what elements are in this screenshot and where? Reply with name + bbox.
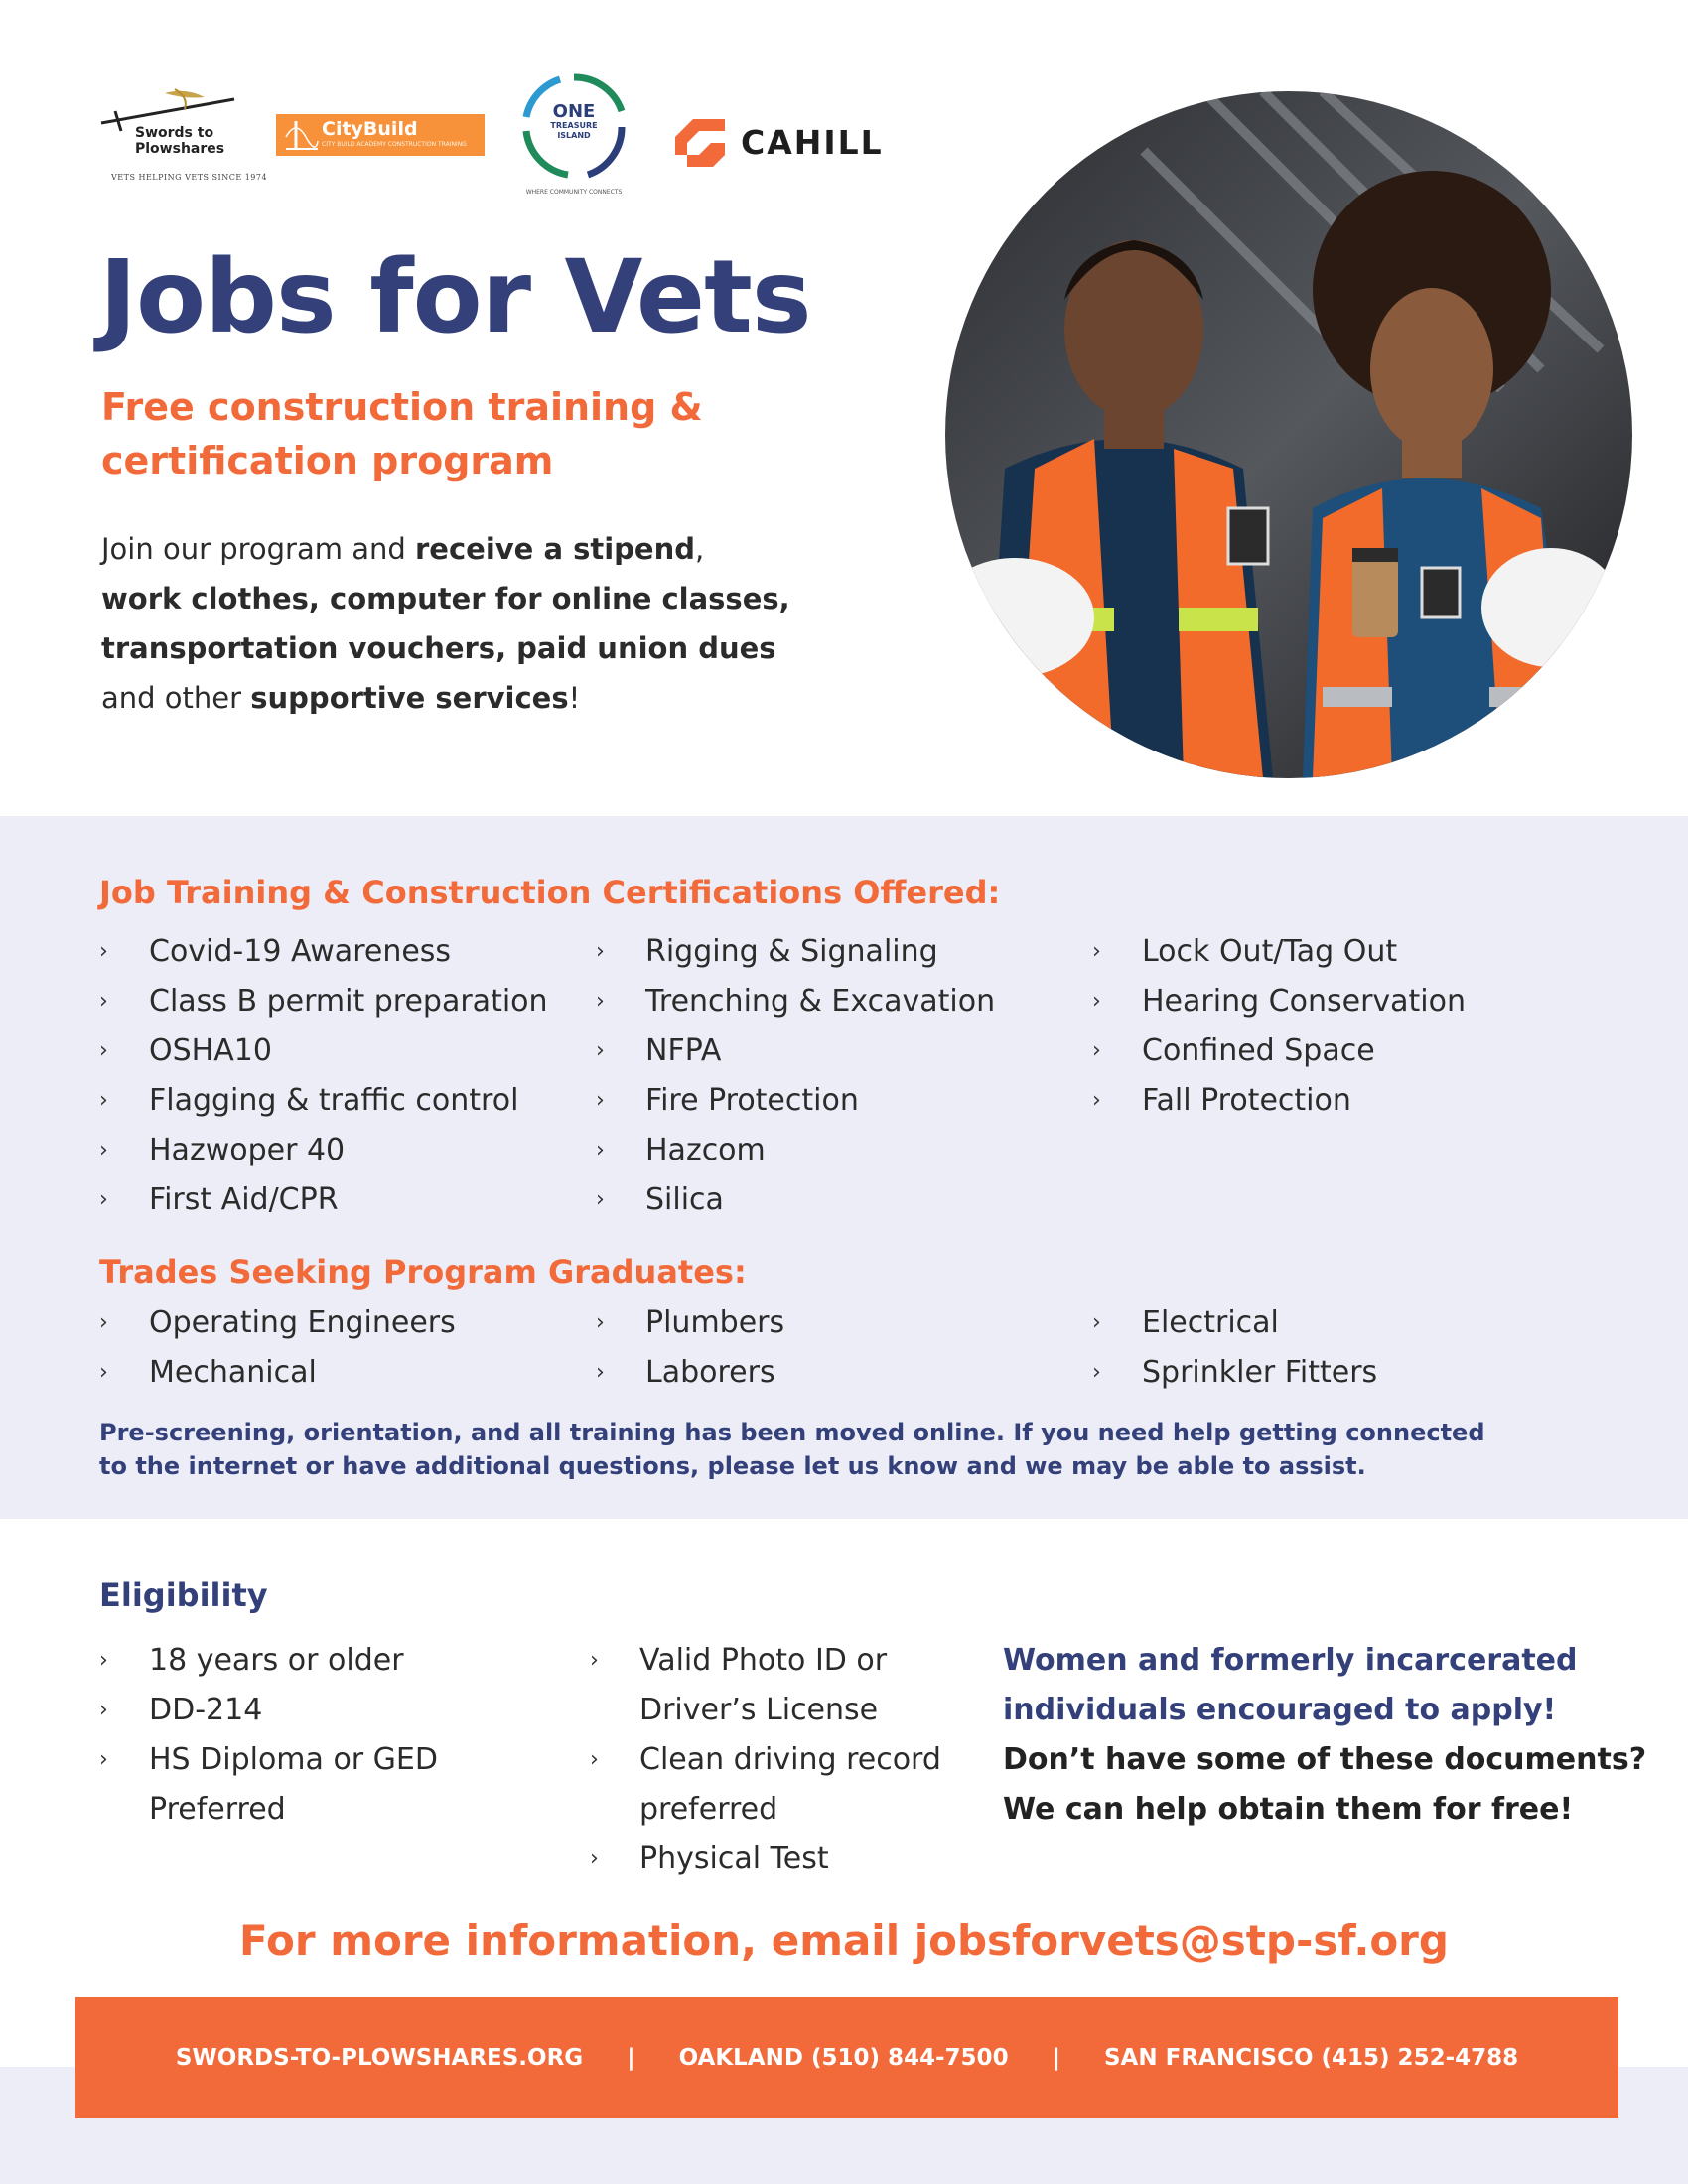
encourage-line-1: Women and formerly incarcerated <box>1003 1643 1578 1678</box>
body-highlight: transportation vouchers, paid union dues <box>101 631 776 665</box>
list-item-label: Covid-19 Awareness <box>149 934 452 969</box>
list-item-label: Fall Protection <box>1142 1083 1351 1118</box>
chevron-right-icon: › <box>1092 1310 1101 1335</box>
sf-phone[interactable]: SAN FRANCISCO (415) 252-4788 <box>1103 2045 1519 2071</box>
list-item <box>1092 1348 1377 1398</box>
list-item <box>596 1126 995 1175</box>
chevron-right-icon: › <box>590 1846 599 1871</box>
list-item <box>596 927 995 977</box>
list-item-label: Valid Photo ID or <box>639 1643 888 1678</box>
eligibility-list-col-2 <box>590 1636 941 1884</box>
cahill-logo <box>673 117 921 169</box>
list-item <box>596 1076 995 1126</box>
list-item <box>596 1026 995 1076</box>
list-item <box>1092 1026 1466 1076</box>
list-item-label: Plumbers <box>645 1305 785 1340</box>
list-item-label: Flagging & traffic control <box>149 1083 519 1118</box>
list-item-label: Electrical <box>1142 1305 1279 1340</box>
list-item <box>590 1636 941 1686</box>
logo-text-one: ONE <box>552 101 596 122</box>
chevron-right-icon: › <box>99 1187 108 1212</box>
list-item <box>99 1686 438 1735</box>
trades-heading: Trades Seeking Program Graduates: <box>99 1253 747 1291</box>
list-item <box>99 1026 548 1076</box>
online-notice <box>99 1416 1509 1483</box>
list-item-label: Operating Engineers <box>149 1305 456 1340</box>
list-item <box>99 1348 456 1398</box>
list-item-label: Confined Space <box>1142 1033 1375 1068</box>
list-item <box>99 1735 438 1785</box>
chevron-right-icon: › <box>596 1088 605 1113</box>
chevron-right-icon: › <box>99 939 108 964</box>
list-item <box>99 1785 438 1835</box>
encouragement-block <box>1003 1636 1658 1835</box>
chevron-right-icon: › <box>596 1360 605 1385</box>
chevron-right-icon: › <box>99 1648 108 1673</box>
list-item <box>596 1298 784 1348</box>
hero-description <box>101 524 816 723</box>
list-item <box>590 1735 941 1785</box>
list-item-label: 18 years or older <box>149 1643 404 1678</box>
logo-tagline: VETS HELPING VETS SINCE 1974 <box>111 173 268 182</box>
list-item <box>1092 1076 1466 1126</box>
cahill-mark-icon <box>673 117 729 169</box>
list-item-label: Fire Protection <box>645 1083 859 1118</box>
list-item-label: First Aid/CPR <box>149 1182 339 1217</box>
chevron-right-icon: › <box>1092 1038 1101 1063</box>
logo-text-treasure: TREASURE <box>550 121 598 130</box>
list-item <box>596 1175 995 1225</box>
chevron-right-icon: › <box>596 1310 605 1335</box>
list-item-label: Sprinkler Fitters <box>1142 1355 1378 1390</box>
eligibility-heading: Eligibility <box>99 1576 268 1614</box>
list-item-label: Hazcom <box>645 1133 766 1167</box>
body-text: , <box>695 532 705 566</box>
citybuild-logo <box>276 114 485 156</box>
list-item-label: HS Diploma or GED <box>149 1742 438 1777</box>
chevron-right-icon: › <box>99 1088 108 1113</box>
list-item <box>99 1175 548 1225</box>
website-link[interactable]: SWORDS-TO-PLOWSHARES.ORG <box>175 2045 584 2071</box>
list-item <box>1092 977 1466 1026</box>
chevron-right-icon: › <box>590 1648 599 1673</box>
chevron-right-icon: › <box>1092 1088 1101 1113</box>
more-info-email[interactable]: For more information, email jobsforvets@stp-sf.org <box>239 1916 1449 1965</box>
list-item <box>99 1636 438 1686</box>
separator: | <box>1052 2045 1060 2071</box>
chevron-right-icon: › <box>1092 989 1101 1014</box>
training-list-col-3 <box>1092 927 1466 1126</box>
eligibility-list-col-1 <box>99 1636 438 1835</box>
training-list-col-2 <box>596 927 995 1225</box>
chevron-right-icon: › <box>99 1360 108 1385</box>
body-highlight: supportive services <box>250 681 569 715</box>
body-highlight: work clothes, computer for online classes, <box>101 582 790 615</box>
list-item <box>99 1126 548 1175</box>
list-item-label: Mechanical <box>149 1355 317 1390</box>
list-item-label: Clean driving record <box>639 1742 941 1777</box>
footer-contact-bar <box>75 1997 1618 2118</box>
list-item <box>99 1076 548 1126</box>
trades-list-col-1 <box>99 1298 456 1398</box>
help-line-2: We can help obtain them for free! <box>1003 1792 1574 1827</box>
notice-line-1: Pre-screening, orientation, and all training has been moved online. If you need help getting connected <box>99 1419 1485 1446</box>
chevron-right-icon: › <box>99 1038 108 1063</box>
list-item-label: Laborers <box>645 1355 775 1390</box>
training-section <box>0 816 1688 1519</box>
notice-line-2: to the internet or have additional questions, please let us know and we may be able to assist. <box>99 1452 1366 1480</box>
logo-tagline: WHERE COMMUNITY CONNECTS <box>525 189 623 196</box>
chevron-right-icon: › <box>596 1138 605 1162</box>
body-text: ! <box>568 681 581 715</box>
trades-list-col-3 <box>1092 1298 1377 1398</box>
list-item <box>1092 1298 1377 1348</box>
training-list-col-1 <box>99 927 548 1225</box>
body-text: and other <box>101 681 251 715</box>
chevron-right-icon: › <box>596 939 605 964</box>
chevron-right-icon: › <box>1092 939 1101 964</box>
list-item <box>596 977 995 1026</box>
chevron-right-icon: › <box>99 1747 108 1772</box>
chevron-right-icon: › <box>99 1138 108 1162</box>
subtitle-line-2: certification program <box>101 439 554 482</box>
list-item-label: DD-214 <box>149 1693 263 1727</box>
logo-text-line2: Plowshares <box>135 141 225 157</box>
list-item-label: Preferred <box>149 1792 286 1827</box>
list-item-label: Hazwoper 40 <box>149 1133 346 1167</box>
chevron-right-icon: › <box>99 1698 108 1722</box>
chevron-right-icon: › <box>99 989 108 1014</box>
list-item-label: Lock Out/Tag Out <box>1142 934 1398 969</box>
list-item-label: OSHA10 <box>149 1033 272 1068</box>
list-item <box>590 1785 941 1835</box>
chevron-right-icon: › <box>596 1038 605 1063</box>
logo-text-line1: Swords to <box>135 125 214 141</box>
list-item-label: NFPA <box>645 1033 722 1068</box>
training-heading: Job Training & Construction Certifications Offered: <box>99 874 1001 911</box>
list-item <box>99 977 548 1026</box>
page-title: Jobs for Vets <box>99 238 811 356</box>
chevron-right-icon: › <box>596 989 605 1014</box>
chevron-right-icon: › <box>596 1187 605 1212</box>
logo-text: CAHILL <box>741 123 884 162</box>
list-item-label: Trenching & Excavation <box>645 984 996 1019</box>
logo-tagline: CITY BUILD ACADEMY CONSTRUCTION TRAINING <box>322 141 467 148</box>
swords-to-plowshares-logo <box>95 85 268 185</box>
list-item <box>99 927 548 977</box>
list-item <box>1092 927 1466 977</box>
chevron-right-icon: › <box>1092 1360 1101 1385</box>
workers-photo-image <box>945 91 1632 778</box>
chevron-right-icon: › <box>99 1310 108 1335</box>
hero-subtitle <box>101 380 737 487</box>
list-item-label: Driver’s License <box>639 1693 879 1727</box>
list-item <box>596 1348 784 1398</box>
logo-text: CityBuild <box>322 118 418 140</box>
separator: | <box>627 2045 635 2071</box>
body-text: Join our program and <box>101 532 415 566</box>
list-item-label: Silica <box>645 1182 724 1217</box>
hero-photo-two-workers <box>945 91 1632 778</box>
list-item-label: preferred <box>639 1792 778 1827</box>
help-line-1: Don’t have some of these documents? <box>1003 1742 1647 1777</box>
list-item-label: Physical Test <box>639 1842 829 1876</box>
list-item-label: Hearing Conservation <box>1142 984 1467 1019</box>
chevron-right-icon: › <box>590 1747 599 1772</box>
body-highlight: receive a stipend <box>415 532 695 566</box>
list-item-label: Class B permit preparation <box>149 984 548 1019</box>
bridge-icon <box>282 115 322 155</box>
logo-text-island: ISLAND <box>557 131 591 140</box>
oakland-phone[interactable]: OAKLAND (510) 844-7500 <box>678 2045 1009 2071</box>
one-treasure-island-logo <box>518 71 630 208</box>
list-item <box>99 1298 456 1348</box>
list-item <box>590 1835 941 1884</box>
list-item-label: Rigging & Signaling <box>645 934 938 969</box>
subtitle-line-1: Free construction training & <box>101 385 703 429</box>
encourage-line-2: individuals encouraged to apply! <box>1003 1693 1557 1727</box>
trades-list-col-2 <box>596 1298 784 1398</box>
list-item <box>590 1686 941 1735</box>
